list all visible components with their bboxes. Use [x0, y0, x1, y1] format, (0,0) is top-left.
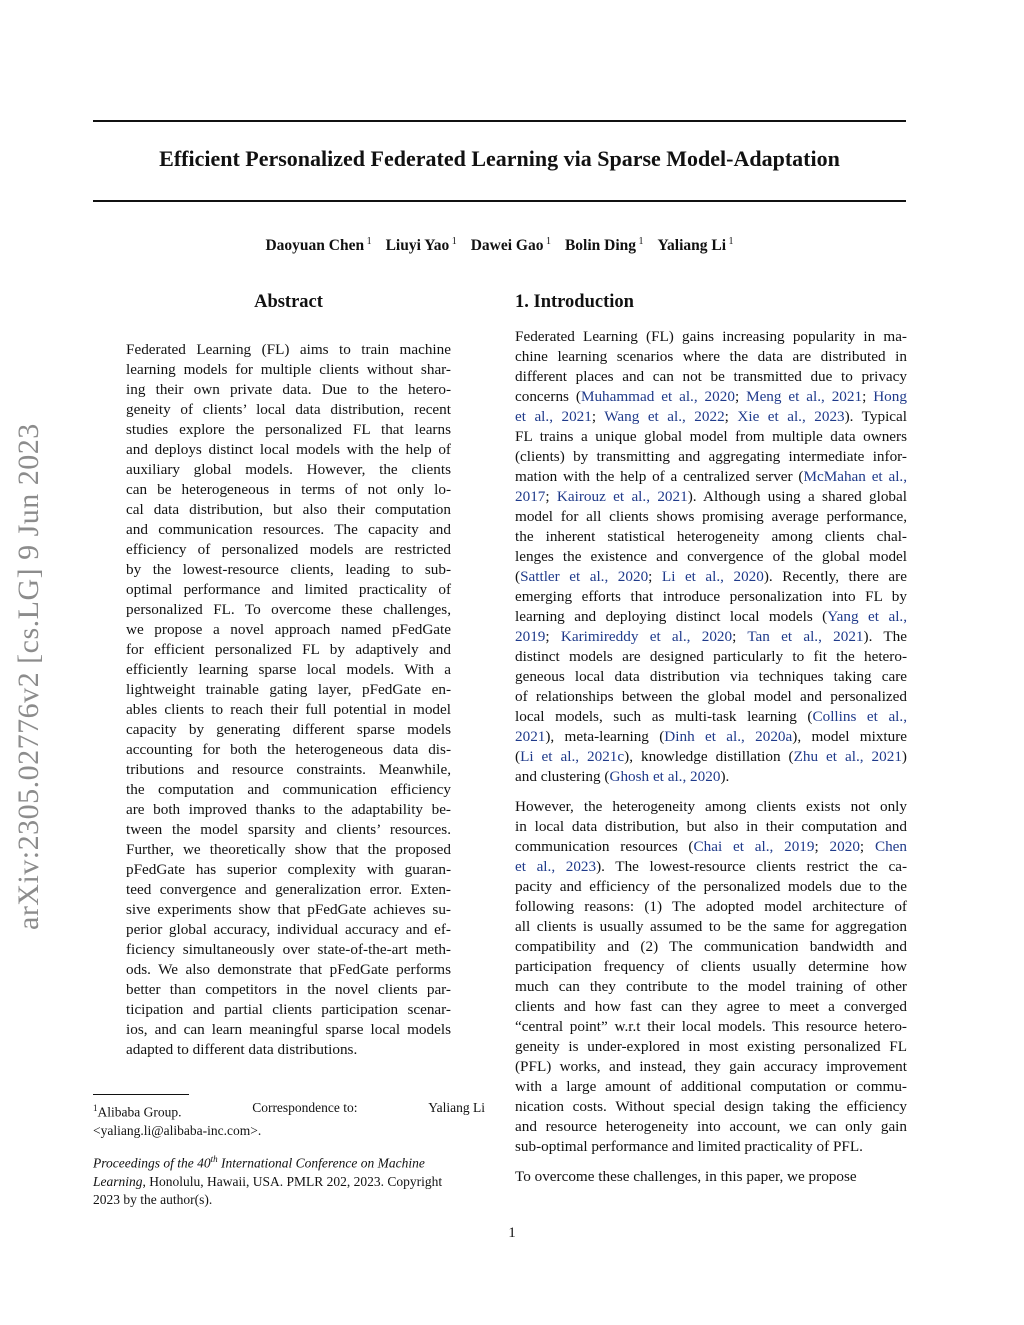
- citation-link[interactable]: Tan et al., 2021: [747, 628, 864, 645]
- citation-link[interactable]: Zhu et al., 2021: [793, 748, 902, 765]
- paragraph-line: [515, 1077, 907, 1097]
- text-run: ;: [732, 628, 748, 645]
- abstract-line: tributions and resource constraints. Meanwhile,: [126, 761, 451, 778]
- abstract-line: personalized FL. To overcome these challenges,: [126, 601, 451, 618]
- paragraph-line: [515, 1017, 907, 1037]
- abstract-line: optimal performance and limited practicality of: [126, 581, 451, 598]
- abstract-line: by the lowest-resource clients, leading to sub-: [126, 561, 451, 578]
- text-run: learning and deploying distinct local models (: [515, 608, 828, 625]
- author-affiliation-marker: 1: [364, 236, 372, 247]
- text-run: and clustering (: [515, 768, 610, 785]
- abstract-line: geneity of clients’ local data distribution, recent: [126, 401, 451, 418]
- text-run: FL trains a unique global model from multiple data owners: [515, 428, 907, 445]
- proceedings-location: , Honolulu, Hawaii, USA. PMLR 202, 2023. Copyright: [142, 1173, 443, 1189]
- author-list: [93, 236, 906, 255]
- text-run: ), knowledge distillation (: [624, 748, 794, 765]
- text-run: ;: [591, 408, 605, 425]
- citation-link[interactable]: Chai et al., 2019: [693, 838, 815, 855]
- abstract-line: ticipation and partial clients participation scenar-: [126, 1001, 451, 1018]
- intro-paragraph-3: [515, 1167, 907, 1187]
- footnote-affiliation: Alibaba Group.: [97, 1104, 182, 1120]
- proceedings-venue-end: Learning: [93, 1173, 143, 1189]
- paragraph-line: [515, 747, 907, 767]
- paragraph-line: [515, 567, 907, 587]
- abstract-body: [126, 340, 451, 1060]
- author-name: Liuyi Yao: [385, 237, 450, 255]
- text-run: (: [515, 748, 521, 765]
- abstract-line: cal data distribution, but also their computation: [126, 501, 451, 518]
- abstract-line: Federated Learning (FL) aims to train machine: [126, 341, 451, 358]
- paragraph-line: [515, 627, 907, 647]
- proceedings-venue: Proceedings of the 40: [93, 1155, 211, 1171]
- paragraph-line: [515, 897, 907, 917]
- text-run: ;: [814, 838, 830, 855]
- paragraph-line: [515, 707, 907, 727]
- author-affiliation-marker: 1: [543, 236, 551, 247]
- abstract-line: Further, we theoretically show that the proposed: [126, 841, 451, 858]
- text-run: Federated Learning (FL) gains increasing popularity in ma-: [515, 328, 907, 345]
- abstract-line: ods. We also demonstrate that pFedGate performs: [126, 961, 451, 978]
- arxiv-watermark: arXiv:2305.02776v2 [cs.LG] 9 Jun 2023: [12, 423, 45, 930]
- abstract-line: sive experiments show that pFedGate achieves su-: [126, 901, 451, 918]
- text-run: local models, such as multi-task learning (: [515, 708, 813, 725]
- text-run: ;: [545, 628, 561, 645]
- paragraph-line: [515, 997, 907, 1017]
- paragraph-line: [515, 1167, 907, 1187]
- citation-link[interactable]: McMahan et al.,: [803, 468, 908, 485]
- citation-link[interactable]: Li et al., 2021c: [520, 748, 625, 765]
- abstract-line: capacity by generating different sparse models: [126, 721, 451, 738]
- citation-link[interactable]: Wang et al., 2022: [604, 408, 725, 425]
- proceedings-copyright: 2023 by the author(s).: [93, 1191, 213, 1207]
- text-run: all clients is usually assumed to be the same for aggregation: [515, 918, 907, 935]
- text-run: and resource heterogeneity into account, we can only gain: [515, 1118, 907, 1135]
- citation-link[interactable]: Meng et al., 2021: [746, 388, 863, 405]
- author-name: Yaliang Li: [657, 237, 727, 255]
- citation-link[interactable]: 2020: [829, 838, 860, 855]
- paragraph-line: [515, 917, 907, 937]
- citation-link[interactable]: 2021: [515, 728, 546, 745]
- abstract-line: studies explore the personalized FL that learns: [126, 421, 451, 438]
- abstract-line: ables clients to reach their full potential in model: [126, 701, 451, 718]
- paragraph-line: [515, 857, 907, 877]
- abstract-line: for efficient personalized FL by adaptively and: [126, 641, 451, 658]
- paragraph-line: [515, 447, 907, 467]
- intro-paragraph-1: [515, 327, 907, 787]
- text-run: lenges the existence and convergence of the global model: [515, 548, 907, 565]
- text-run: sub-optimal performance and limited practicality of PFL.: [515, 1138, 863, 1155]
- text-run: ). The lowest-resource clients restrict the ca-: [596, 858, 907, 875]
- abstract-line: we propose a novel approach named pFedGate: [126, 621, 451, 638]
- text-run: However, the heterogeneity among clients exists not only: [515, 798, 907, 815]
- paragraph-line: [515, 1057, 907, 1077]
- page-number: 1: [508, 1225, 516, 1241]
- paragraph-line: [515, 687, 907, 707]
- author-name: Bolin Ding: [564, 237, 637, 255]
- paragraph-line: [515, 837, 907, 857]
- abstract-line: accounting for both the heterogeneous data dis-: [126, 741, 451, 758]
- text-run: ;: [724, 408, 738, 425]
- citation-link[interactable]: Dinh et al., 2020a: [664, 728, 793, 745]
- affiliation-footnote: [93, 1099, 485, 1140]
- paragraph-line: [515, 727, 907, 747]
- citation-link[interactable]: Yang et al.,: [827, 608, 908, 625]
- text-run: ). The: [863, 628, 907, 645]
- text-run: (clients) by transmitting and aggregating intermediate infor-: [515, 448, 907, 465]
- text-run: ), meta-learning (: [545, 728, 665, 745]
- abstract-heading: Abstract: [254, 292, 323, 312]
- citation-link[interactable]: Collins et al.,: [812, 708, 907, 725]
- paragraph-line: [515, 1117, 907, 1137]
- text-run: chine learning scenarios where the data are distributed in: [515, 348, 907, 365]
- paragraph-line: [515, 487, 907, 507]
- abstract-line: can be heterogeneous in terms of not only lo-: [126, 481, 451, 498]
- author-affiliation-marker: 1: [726, 236, 734, 247]
- abstract-line: and deploys distinct local models with the help of: [126, 441, 451, 458]
- abstract-line: lightweight trainable gating layer, pFedGate en-: [126, 681, 451, 698]
- text-run: ;: [734, 388, 747, 405]
- footnote-correspondence: Correspondence to:: [252, 1100, 358, 1115]
- author-name: Daoyuan Chen: [265, 237, 365, 255]
- proceedings-sup: th: [210, 1154, 218, 1164]
- text-run: “central point” w.r.t their local models. This resource hetero-: [515, 1018, 907, 1035]
- citation-link[interactable]: Muhammad et al., 2020: [580, 388, 735, 405]
- citation-link[interactable]: Ghosh et al., 2020: [609, 768, 721, 785]
- paragraph-line: [515, 957, 907, 977]
- abstract-line: ficiency simultaneously over state-of-the-art meth-: [126, 941, 451, 958]
- text-run: ). Recently, there are: [763, 568, 907, 585]
- abstract-line: teed convergence and generalization error. Exten-: [126, 881, 451, 898]
- citation-link[interactable]: Karimireddy et al., 2020: [560, 628, 733, 645]
- abstract-line: efficiency of personalized models are restricted: [126, 541, 451, 558]
- text-run: concerns (: [515, 388, 581, 405]
- citation-link[interactable]: Xie et al., 2023: [737, 408, 845, 425]
- text-run: in local data distribution, but also in their computation and: [515, 818, 907, 835]
- text-run: ;: [859, 838, 875, 855]
- paragraph-line: [515, 977, 907, 997]
- paragraph-line: [515, 427, 907, 447]
- abstract-line: adapted to different data distributions.: [126, 1041, 358, 1058]
- citation-link[interactable]: Kairouz et al., 2021: [556, 488, 688, 505]
- text-run: ).: [720, 768, 730, 785]
- abstract-line: perior global accuracy, individual accuracy and ef-: [126, 921, 451, 938]
- text-run: ). Typical: [844, 408, 908, 425]
- text-run: (: [515, 568, 521, 585]
- author-affiliation-marker: 1: [449, 236, 457, 247]
- text-run: participation frequency of clients usually determine how: [515, 958, 907, 975]
- citation-link[interactable]: Hong: [873, 388, 907, 405]
- footnote-marker: 1: [93, 1103, 98, 1113]
- paragraph-line: [515, 587, 907, 607]
- text-run: clients and how fast can they agree to meet a converged: [515, 998, 907, 1015]
- text-run: To overcome these challenges, in this paper, we propose: [515, 1168, 857, 1185]
- citation-link[interactable]: Sattler et al., 2020: [520, 568, 649, 585]
- text-run: distinct models are designed particularly to fit the hetero-: [515, 648, 907, 665]
- footnote-email: <yaliang.li@alibaba-inc.com>.: [93, 1122, 262, 1138]
- abstract-line: ios, and can learn meaningful sparse local models: [126, 1021, 451, 1038]
- paragraph-line: [515, 817, 907, 837]
- citation-link[interactable]: et al., 2021: [515, 408, 592, 425]
- title-rule-top: [93, 120, 906, 122]
- text-run: ), model mixture: [792, 728, 907, 745]
- text-run: ): [901, 748, 907, 765]
- footnote-rule: [93, 1094, 189, 1095]
- citation-link[interactable]: et al., 2023: [515, 858, 597, 875]
- text-run: ;: [545, 488, 557, 505]
- text-run: with a large amount of additional computation or commu-: [515, 1078, 907, 1095]
- paragraph-line: [515, 607, 907, 627]
- abstract-line: learning models for multiple clients without shar-: [126, 361, 451, 378]
- text-run: mation with the help of a centralized server (: [515, 468, 804, 485]
- paragraph-line: [515, 1037, 907, 1057]
- paragraph-line: [515, 1097, 907, 1117]
- paragraph-line: [515, 1137, 907, 1157]
- citation-link[interactable]: 2019: [515, 628, 546, 645]
- paragraph-line: [515, 797, 907, 817]
- paragraph-line: [515, 527, 907, 547]
- abstract-line: are both improved thanks to the adaptability be-: [126, 801, 451, 818]
- text-run: model for all clients shows promising average performance,: [515, 508, 907, 525]
- text-run: (PFL) works, and instead, they gain accuracy improvement: [515, 1058, 907, 1075]
- abstract-line: and communication resources. The capacity and: [126, 521, 451, 538]
- text-run: ). Although using a shared global: [687, 488, 907, 505]
- text-run: of relationships between the global model and personalized: [515, 688, 907, 705]
- introduction-heading: 1. Introduction: [515, 292, 634, 312]
- abstract-line: better than competitors in the novel clients par-: [126, 981, 451, 998]
- text-run: geneity is under-explored in most existing personalized FL: [515, 1038, 907, 1055]
- citation-link[interactable]: 2017: [515, 488, 546, 505]
- paragraph-line: [515, 387, 907, 407]
- text-run: the inherent statistical heterogeneity among clients chal-: [515, 528, 907, 545]
- abstract-line: ing their own private data. Due to the hetero-: [126, 381, 451, 398]
- abstract-line: tween the model sparsity and clients’ resources.: [126, 821, 451, 838]
- paragraph-line: [515, 667, 907, 687]
- title-rule-bottom: [93, 200, 906, 202]
- paragraph-line: [515, 347, 907, 367]
- text-run: compatibility and (2) The communication bandwidth and: [515, 938, 907, 955]
- abstract-line: auxiliary global models. However, the clients: [126, 461, 451, 478]
- text-run: ;: [648, 568, 662, 585]
- text-run: different places and can not be transmitted due to privacy: [515, 368, 907, 385]
- text-run: ;: [862, 388, 874, 405]
- paragraph-line: [515, 937, 907, 957]
- paper-title: Efficient Personalized Federated Learning via Sparse Model-Adaptation: [159, 146, 840, 171]
- text-run: nication costs. Without special design taking the efficiency: [515, 1098, 907, 1115]
- paragraph-line: [515, 467, 907, 487]
- text-run: communication resources (: [515, 838, 694, 855]
- paragraph-line: [515, 327, 907, 347]
- text-run: much can they contribute to the model training of other: [515, 978, 907, 995]
- abstract-line: pFedGate has superior complexity with guaran-: [126, 861, 451, 878]
- text-run: pacity and efficiency of the personalized models due to the: [515, 878, 907, 895]
- citation-link[interactable]: Li et al., 2020: [661, 568, 764, 585]
- paragraph-line: [515, 367, 907, 387]
- citation-link[interactable]: Chen: [874, 838, 907, 855]
- proceedings-note: [93, 1150, 485, 1209]
- footnote-contact-name: Yaliang Li: [428, 1100, 485, 1115]
- author-affiliation-marker: 1: [636, 236, 644, 247]
- paragraph-line: [515, 407, 907, 427]
- paragraph-line: [515, 647, 907, 667]
- author-name: Dawei Gao: [470, 237, 544, 255]
- paragraph-line: [515, 507, 907, 527]
- paragraph-line: [515, 547, 907, 567]
- proceedings-venue-cont: International Conference on Machine: [217, 1155, 425, 1171]
- text-run: geneous local data distribution via techniques taking care: [515, 668, 907, 685]
- abstract-line: the computation and communication efficiency: [126, 781, 451, 798]
- intro-paragraph-2: [515, 797, 907, 1157]
- abstract-line: efficiently learning sparse local models. With a: [126, 661, 451, 678]
- text-run: emerging efforts that introduce personalization into FL by: [515, 588, 907, 605]
- paragraph-line: [515, 767, 907, 787]
- text-run: following reasons: (1) The adopted model architecture of: [515, 898, 907, 915]
- paragraph-line: [515, 877, 907, 897]
